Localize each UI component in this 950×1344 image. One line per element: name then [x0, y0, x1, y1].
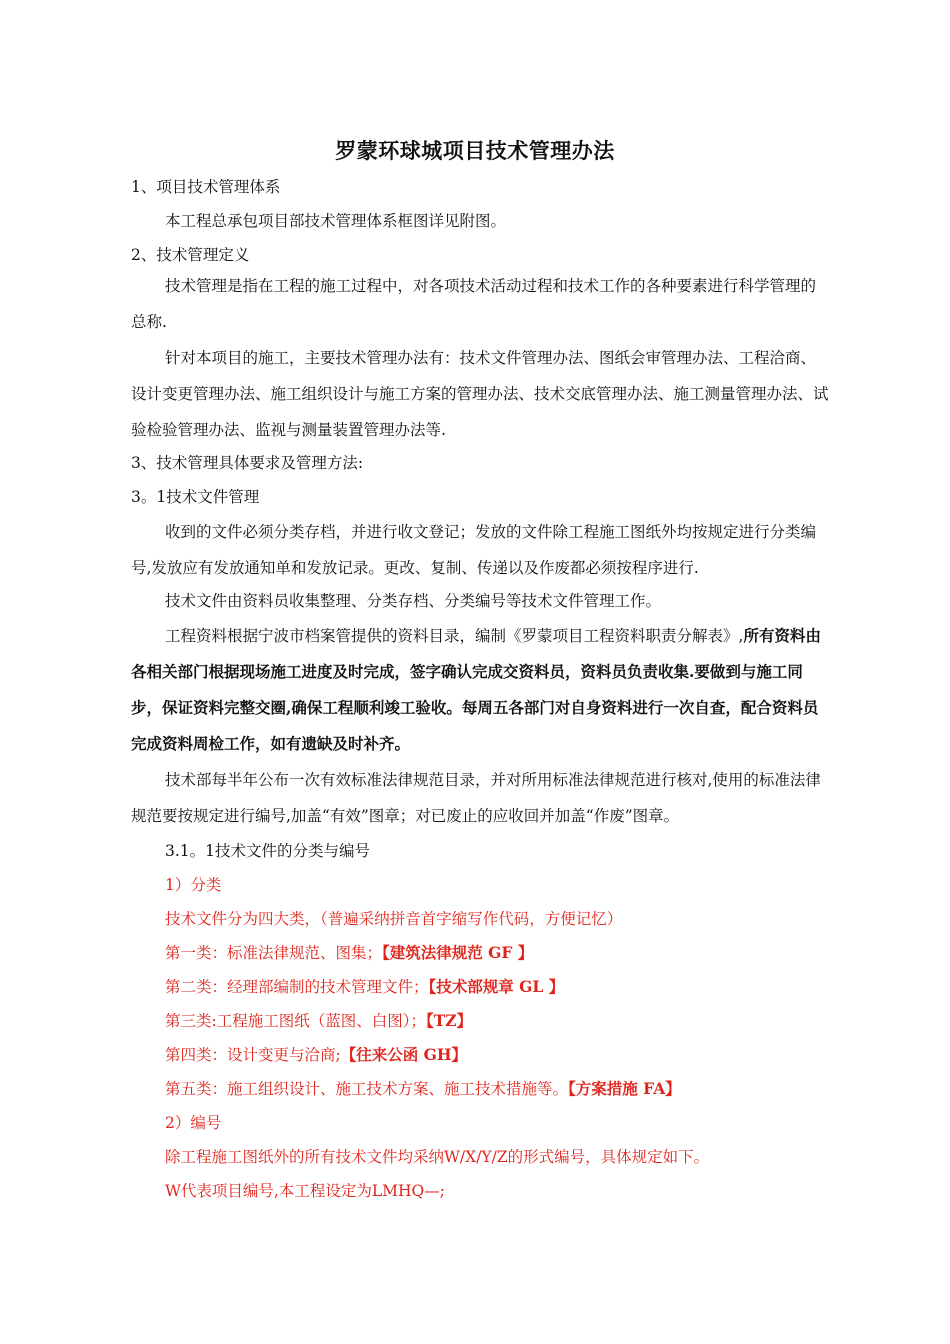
document-title: 罗蒙环球城项目技术管理办法	[335, 138, 615, 163]
classify-item-code: 【技术部规章 GL 】	[428, 977, 565, 996]
section-2-paragraph-1: 技术管理是指在工程的施工过程中，对各项技术活动过程和技术工作的各种要素进行科学管理的总称.	[131, 277, 817, 331]
paragraph-3-normal-text: 工程资料根据宁波市档案管提供的资料目录，编制《罗蒙项目工程资料职责分解表》,	[165, 627, 744, 645]
classify-item	[165, 1072, 865, 1106]
classify-item-code: 【TZ】	[425, 1011, 473, 1030]
classify-item-code: 【建筑法律规范 GF 】	[382, 943, 534, 962]
section-2-paragraph-2: 针对本项目的施工，主要技术管理办法有：技术文件管理办法、图纸会审管理办法、工程洽商、设计变更管理办法、施工组织设计与施工方案的管理办法、技术交底管理办法、施工测量管理办法、试验检验管理办法、监视与测量装置管理办法等.	[131, 349, 829, 439]
section-3-1-paragraph-1: 收到的文件必须分类存档，并进行收文登记；发放的文件除工程施工图纸外均按规定进行分类编号,发放应有发放通知单和发放记录。更改、复制、传递以及作废都必须按程序进行.	[131, 523, 817, 577]
section-3-1-paragraph-3	[131, 618, 831, 762]
classify-item-label: 第二类：经理部编制的技术管理文件；	[165, 978, 429, 996]
classify-item-code: 【往来公函 GH】	[340, 1045, 468, 1064]
classify-heading: 1）分类	[165, 876, 222, 894]
section-3-heading: 3、技术管理具体要求及管理方法:	[131, 454, 364, 472]
paragraph-3-bold-text: 所有资料由各相关部门根据现场施工进度及时完成，签字确认完成交资料员，资料员负责收集.要做到与施工同步，保证资料完整交圈,确保工程顺利竣工验收。每周五各部门对自身资料进行一次自查，配合资料员完成资料周检工作，如有遗缺及时补齐。	[131, 626, 821, 753]
classify-item	[165, 1038, 865, 1072]
section-3-1-paragraph-4: 技术部每半年公布一次有效标准法律规范目录，并对所用标准法律规范进行核对,使用的标准法律规范要按规定进行编号,加盖“有效”图章；对已废止的应收回并加盖“作废”图章。	[131, 771, 821, 825]
classify-item-label: 第一类：标准法律规范、图集；	[165, 944, 383, 962]
section-1-heading: 1、项目技术管理体系	[131, 178, 281, 196]
section-3-1-paragraph-2: 技术文件由资料员收集整理、分类存档、分类编号等技术文件管理工作。	[165, 592, 662, 610]
numbering-paragraph-2: W代表项目编号,本工程设定为LMHQ—;	[165, 1182, 445, 1200]
numbering-paragraph-1: 除工程施工图纸外的所有技术文件均采纳W/X/Y/Z的形式编号，具体规定如下。	[165, 1148, 710, 1166]
section-2-heading: 2、技术管理定义	[131, 246, 250, 264]
classify-intro: 技术文件分为四大类，（普遍采纳拼音首字缩写作代码，方便记忆）	[165, 910, 623, 928]
classify-item-code: 【方案措施 FA】	[568, 1079, 681, 1098]
classify-item	[165, 936, 865, 970]
classify-item-label: 第五类：施工组织设计、施工技术方案、施工技术措施等。	[165, 1080, 569, 1098]
section-3-1-heading: 3。1技术文件管理	[131, 488, 260, 506]
classify-item	[165, 970, 865, 1004]
section-3-1-1-heading: 3.1。1技术文件的分类与编号	[165, 842, 371, 860]
classify-item	[165, 1004, 865, 1038]
numbering-heading: 2）编号	[165, 1114, 222, 1132]
classify-item-label: 第四类：设计变更与洽商;	[165, 1046, 341, 1064]
classify-item-label: 第三类:工程施工图纸（蓝图、白图）；	[165, 1012, 426, 1030]
section-1-paragraph: 本工程总承包项目部技术管理体系框图详见附图。	[165, 212, 507, 230]
